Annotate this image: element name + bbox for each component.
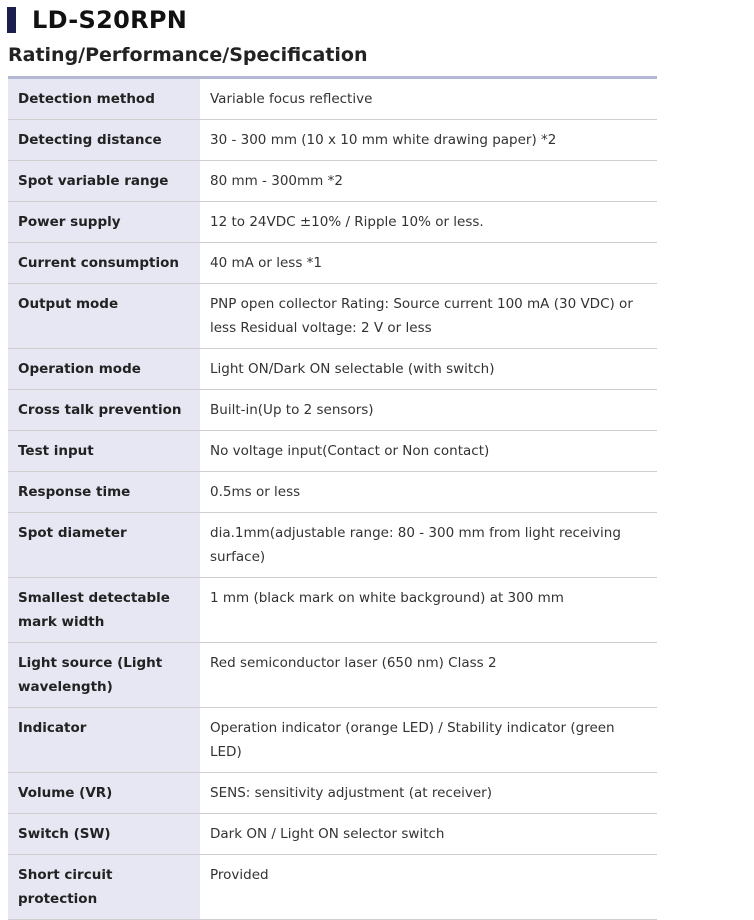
spec-row	[8, 431, 657, 472]
product-heading	[7, 6, 187, 34]
spec-row	[8, 643, 657, 708]
spec-row	[8, 120, 657, 161]
spec-label: Light source (Light wavelength)	[8, 643, 200, 708]
spec-value: 30 - 300 mm (10 x 10 mm white drawing paper) *2	[200, 120, 657, 161]
spec-value: 1 mm (black mark on white background) at 300 mm	[200, 578, 657, 643]
section-subtitle: Rating/Performance/Specification	[8, 44, 368, 66]
spec-label: Test input	[8, 431, 200, 472]
spec-label: Current consumption	[8, 243, 200, 284]
spec-value: Variable focus reflective	[200, 78, 657, 120]
spec-row	[8, 161, 657, 202]
spec-row	[8, 78, 657, 120]
spec-value: Red semiconductor laser (650 nm) Class 2	[200, 643, 657, 708]
spec-value: No voltage input(Contact or Non contact)	[200, 431, 657, 472]
spec-row	[8, 578, 657, 643]
spec-value: 0.5ms or less	[200, 472, 657, 513]
spec-value: 80 mm - 300mm *2	[200, 161, 657, 202]
spec-row	[8, 855, 657, 920]
spec-label: Detection method	[8, 78, 200, 120]
spec-label: Volume (VR)	[8, 773, 200, 814]
spec-table	[8, 76, 657, 920]
spec-row	[8, 472, 657, 513]
spec-row	[8, 708, 657, 773]
spec-row	[8, 243, 657, 284]
spec-value: dia.1mm(adjustable range: 80 - 300 mm from light receiving surface)	[200, 513, 657, 578]
spec-value: Provided	[200, 855, 657, 920]
spec-row	[8, 349, 657, 390]
spec-label: Output mode	[8, 284, 200, 349]
spec-row	[8, 773, 657, 814]
spec-value: Built-in(Up to 2 sensors)	[200, 390, 657, 431]
product-title: LD-S20RPN	[32, 6, 188, 34]
heading-accent-bar	[7, 7, 16, 33]
spec-value: SENS: sensitivity adjustment (at receiver)	[200, 773, 657, 814]
spec-value: Dark ON / Light ON selector switch	[200, 814, 657, 855]
spec-row	[8, 284, 657, 349]
spec-label: Switch (SW)	[8, 814, 200, 855]
spec-value: Light ON/Dark ON selectable (with switch)	[200, 349, 657, 390]
spec-row	[8, 202, 657, 243]
spec-label: Detecting distance	[8, 120, 200, 161]
spec-label: Operation mode	[8, 349, 200, 390]
spec-label: Response time	[8, 472, 200, 513]
spec-value: PNP open collector Rating: Source current 100 mA (30 VDC) or less Residual voltage: 2 V or less	[200, 284, 657, 349]
spec-label: Cross talk prevention	[8, 390, 200, 431]
spec-label: Power supply	[8, 202, 200, 243]
spec-value: 12 to 24VDC ±10% / Ripple 10% or less.	[200, 202, 657, 243]
spec-label: Indicator	[8, 708, 200, 773]
spec-row	[8, 513, 657, 578]
spec-label: Spot variable range	[8, 161, 200, 202]
spec-label: Smallest detectable mark width	[8, 578, 200, 643]
spec-value: Operation indicator (orange LED) / Stability indicator (green LED)	[200, 708, 657, 773]
spec-row	[8, 390, 657, 431]
spec-label: Spot diameter	[8, 513, 200, 578]
spec-table-body	[8, 78, 657, 920]
spec-value: 40 mA or less *1	[200, 243, 657, 284]
spec-label: Short circuit protection	[8, 855, 200, 920]
spec-row	[8, 814, 657, 855]
